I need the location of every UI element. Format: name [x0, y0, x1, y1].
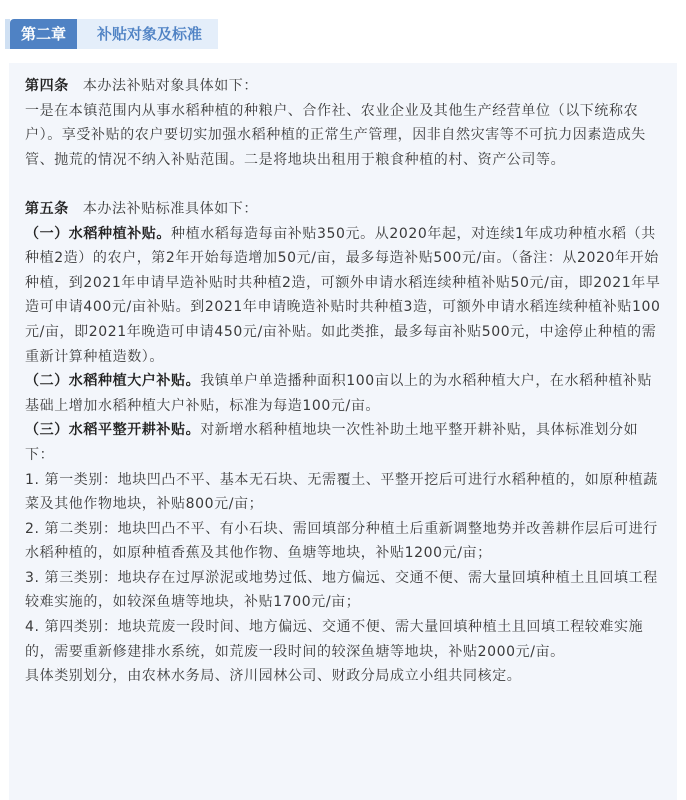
paragraph-gap	[25, 172, 661, 197]
article-4-head: 第四条	[25, 78, 69, 94]
class-2: 2. 第二类别：地块凹凸不平、有小石块、需回填部分种植土后重新调整地势并改善耕作层后可进行水稻种植的，如原种植香蕉及其他作物、鱼塘等地块，补贴1200元/亩；	[25, 520, 658, 562]
article-5-head: 第五条	[25, 200, 69, 217]
item-1-label: （一）水稻种植补贴。	[25, 225, 171, 242]
article-4-intro-text: 本办法补贴对象具体如下：	[82, 78, 259, 94]
item-3-body: 对新增水稻种植地块一次性补助土地平整开耕补贴，具体标准划分如下：	[25, 422, 639, 463]
article-5-intro	[25, 197, 661, 222]
class-1: 1. 第一类别：地块凹凸不平、基本无石块、无需覆土、平整开挖后可进行水稻种植的，如原种植蔬菜及其他作物地块，补贴800元/亩；	[25, 471, 658, 513]
item-2-label: （二）水稻种植大户补贴。	[25, 373, 201, 390]
closing-note: 具体类别划分，由农林水务局、济川园林公司、财政分局成立小组共同核定。	[25, 668, 522, 685]
document-text	[9, 63, 677, 689]
item-2	[25, 369, 661, 418]
chapter-label: 第二章	[10, 19, 77, 49]
chapter-title: 补贴对象及标准	[77, 19, 218, 49]
class-3: 3. 第三类别：地块存在过厚淤泥或地势过低、地方偏远、交通不便、需大量回填种植土且回填工程较难实施的，如较深鱼塘等地块，补贴1700元/亩；	[25, 569, 658, 611]
item-1-body: 种植水稻每造每亩补贴350元。从2020年起，对连续1年成功种植水稻（共种植2造）的农户，第2年开始每造增加50元/亩，最多每造补贴500元/亩。（备注：从2020年开始种植，到2021年申请早造补贴时共种植2造，可额外申请水稻连续种植补贴50元/亩，即2021年早造可申请400元/亩补贴。到2021年申请晚造补贴时共种植3造，可额外申请水稻连续种植补贴100元/亩，即2021年晚造可申请450元/亩补贴。如此类推，最多每亩补贴500元，中途停止种植的需重新计算种植造数）。	[25, 225, 661, 365]
item-3	[25, 418, 661, 467]
item-2-body: 我镇单户单造播种面积100亩以上的为水稻种植大户，在水稻种植补贴基础上增加水稻种植大户补贴，标准为每造100元/亩。	[25, 373, 653, 414]
item-3-label: （三）水稻平整开耕补贴。	[25, 422, 201, 439]
chapter-header	[10, 19, 218, 49]
item-1	[25, 222, 661, 370]
class-4: 4. 第四类别：地块荒废一段时间、地方偏远、交通不便、需大量回填种植土且回填工程较难实施的，需要重新修建排水系统，如荒废一段时间的较深鱼塘等地块，补贴2000元/亩。	[25, 619, 644, 660]
article-5-intro-text: 本办法补贴标准具体如下：	[82, 200, 259, 217]
content-panel	[9, 63, 677, 800]
article-4-intro	[25, 74, 661, 99]
article-4-body: 一是在本镇范围内从事水稻种植的种粮户、合作社、农业企业及其他生产经营单位（以下统称农户）。享受补贴的农户要切实加强水稻种植的正常生产管理，因非自然灾害等不可抗力因素造成失管、抛荒的情况不纳入补贴范围。二是将地块出租用于粮食种植的村、资产公司等。	[25, 102, 646, 168]
